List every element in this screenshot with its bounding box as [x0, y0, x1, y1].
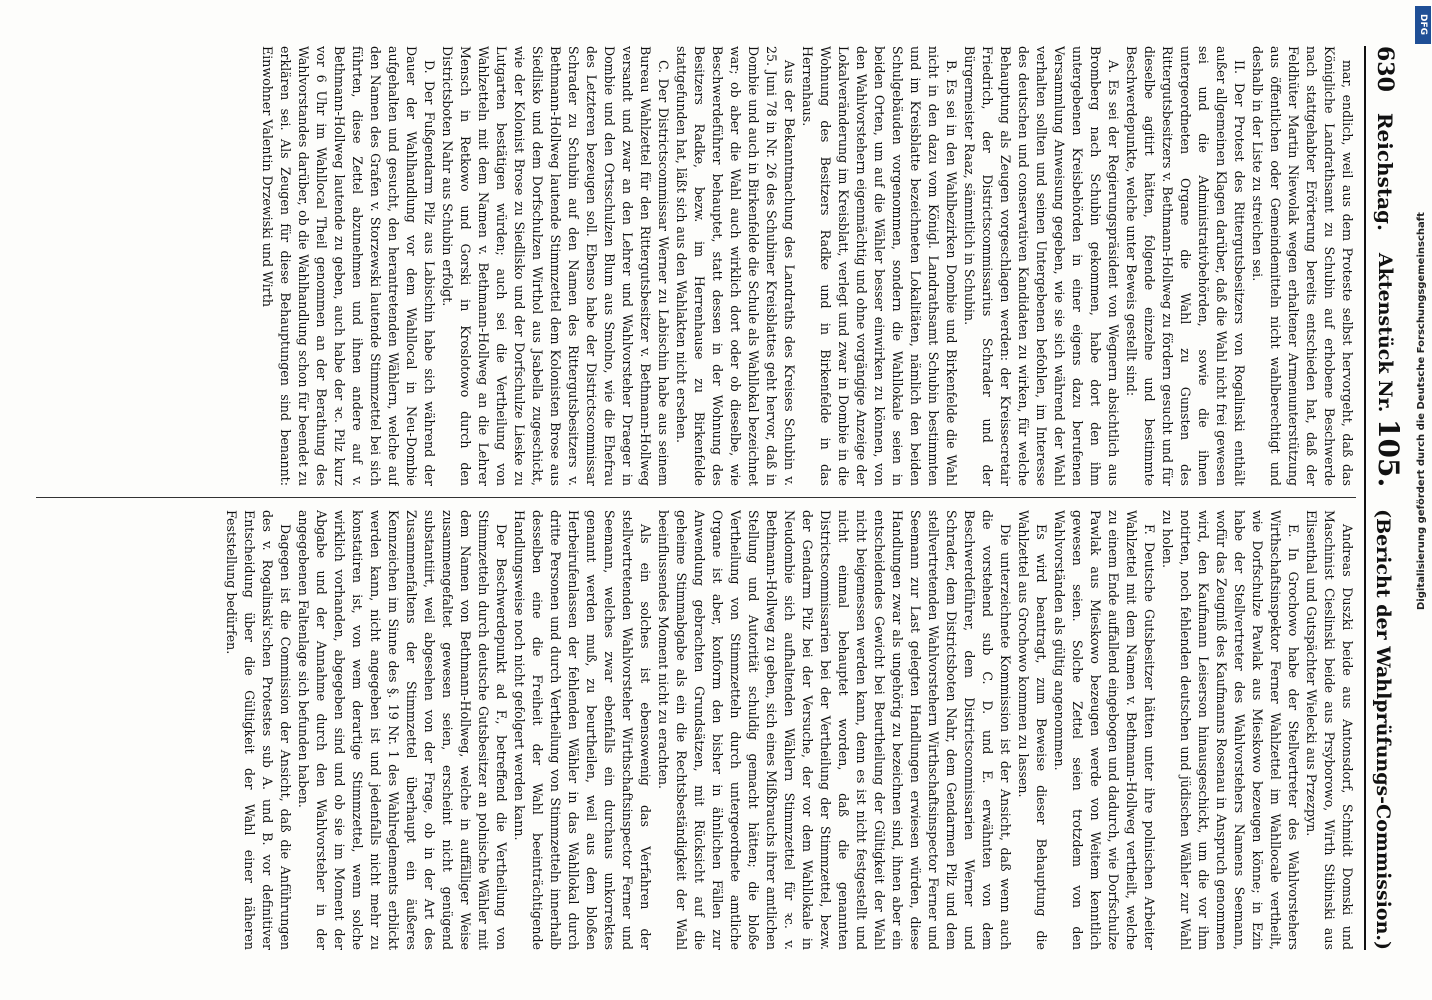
paragraph: Die unterzeichnete Kommission ist der Ansicht, daß wenn auch die vorstehend sub C. D. und E. erwähnten von dem Beschwerdeführer, dem Districtscommissarien Werner und Schrader, dem Districtsboten Nahr, dem Gendarmen Pilz und dem stellvertretenden Wahlvorstehern Wirthschaftsinspector Ferner und Seemann zur Last gelegten Handlungen erwiesen würden, diese Handlungen zwar als ungehörig zu bezeichnen sind, ihnen aber ein entscheidendes Gewicht bei Beurtheilung der Gültigkeit der Wahl nicht beigemessen werden kann, denn es ist nicht festgestellt und nicht einmal behauptet worden, daß die genannten Districtscommissarien bei der Vertheilung der Stimmzettel, bezw. der Gendarm Pilz bei der Versuche, der vor dem Wahllokale in Neudombie sich aufhaltenden Wählern Stimmzettel für ꝛc. v. Bethmann-Hollweg zu geben, sich eines Mißbrauchs ihrer amtlichen Stellung und Autorität schuldig gemacht hätten; die bloße Vertheilung von Stimmzetteln durch untergeordnete amtliche Organe ist aber, konform den bisher in ähnlichen Fällen zur Anwendung gebrachten Grundsätzen, mit Rücksicht auf die geheime Stimmabgabe als ein die Rechtsbeständigkeit der Wahl beeinflussendes Moment nicht zu erachten. — [656, 510, 1013, 950]
paragraph: C. Der Districtscommissar Werner zu Labischin habe aus seinem Bureau Wahlzettel für den Rittergutsbesitzer v. Bethmann-Hollweg versandt und zwar an den Lehrer und Wahlvorsteher Draeger in Dombie und den Ortsschulzen Blum aus Smolno, wie die Ehefrau des Letzteren bezeugen soll. Ebenso habe der Districtscommissar Schrader zu Schubin auf den Namen des Rittergutsbesitzers v. Bethmann-Hollweg lautende Stimmzettel dem Kolonisten Brose aus Siedlisko und dem Dorfschulzen Wirthol aus Jsabella zugeschickt, wie der Kolonist Brose zu Siedlisko und der Dorfschulze Lieske zu Lutgarten bestätigen würden; auch sei die Vertheilung von Wahlzetteln mit dem Namen v. Bethmann-Hollweg an die Lehrer Mensch in Retkowo und Gorski in Kroslotowo durch den Districtsboten Nahr aus Schubin erfolgt. — [440, 46, 671, 486]
paragraph: Der Beschwerdepunkt ad F., betreffend die Vertheilung von Stimmzetteln durch deutsche Gutsbesitzer an polnische Wähler mit dem Namen von Bethmann-Hollweg, welche in auffälliger Weise zusammengefaltet gewesen seien, erscheint nicht genügend substantiirt, weil abgesehen von der Frage, ob in der Art des Zusammenfaltens der Stimmzettel überhaupt ein äußeres Kennzeichen im Sinne des §. 19 Nr. 1 des Wahlreglements erblickt werden kann, nicht angegeben ist und jedenfalls nicht mehr zu konstatiren ist, von wem derartige Stimmzettel, wenn solche wirklich vorhanden, abgegeben sind und ob sie im Moment der Abgabe und der Annahme durch den Wahlvorsteher in der angegebenen Faltenlage sich befunden haben. — [296, 510, 509, 950]
dfg-logo: DFG — [1415, 6, 1431, 44]
paragraph: Dagegen ist die Commission der Ansicht, daß die Anführungen des v. Rogalinski'schen Protestes sub A. und B. vor definitiver Entscheidung über die Gültigkeit der Wahl einer näheren Feststellung bedürfen. — [224, 510, 293, 950]
paragraph: B. Es sei in den Wahlbezirken Dombie und Birkenfelde die Wahl nicht in den dazu vom Königl. Landrathsamt Schubin bestimmten und im Kreisblatte bezeichneten Lokalitäten, nämlich den beiden Schulgebäuden vorgenommen, sondern die Wahllokale seien in beiden Orten, um auf die Wähler besser einwirken zu können, von den Wahlvorstehern eigenmächtig und ohne vorgängige Anzeige der Lokalveränderung im Kreisblatt, verlegt und zwar in Dombie in die Wohnung des Besitzers Radke und in Birkenfelde in das Herrenhaus. — [800, 46, 959, 486]
section-title: (Bericht der Wahlprüfungs-Commission.) — [1372, 509, 1394, 950]
paragraph: E. In Grochowo habe der Stellvertreter des Wahlvorstehers Wirthschaftsinspektor Ferner Wahlzettel im Wahllocale vertheilt, wie Dorfschulze Pawlak aus Mieskowo bezeugen könne; in Ezin habe der Stellvertreter des Wahlvorstehers Namens Seemann, wofür das Zeugniß des Kaufmanns Rosenau in Anspruch genommen wird, den Kaufmann Leiserson hinausgeschickt, um die vor ihm notirten, noch fehlenden deutschen und jüdischen Wähler zur Wahl zu holen. — [1160, 510, 1301, 950]
newspaper-page — [16, 20, 1416, 980]
right-column — [36, 510, 1356, 950]
paragraph: Aus der Bekanntmachung des Landraths des Kreises Schubin v. 25. Juni 78 in Nr. 26 des Schubiner Kreisblattes geht hervor, daß in Dombie und auch in Birkenfelde die Schule als Wahllokal bezeichnet war; ob aber die Wahl auch wirklich dort oder ob dieselbe, wie Beschwerdeführer behauptet, statt dessen in der Wohnung des Besitzers Radke, bezw. im Herrenhause zu Birkenfelde stattgefunden hat, läßt sich aus den Wahlakten nicht ersehen. — [674, 46, 797, 486]
paragraph: Als ein solches ist ebensowenig das Verfahren der stellvertretenden Wahlvorsteher Wirthschaftsinspector Ferner und Seemann, welches zwar ebenfalls ein durchaus unkorrektes genannt werden muß, zu beurtheilen, weil aus dem bloßen Herbeirufenlassen der fehlenden Wähler in das Wahllokal durch dritte Personen und durch Vertheilung von Stimmzetteln innerhalb desselben eine die Freiheit der Wahl beeinträchtigende Handlungsweise noch nicht gefolgert werden kann. — [512, 510, 653, 950]
paragraph: II. Der Protest des Rittergutsbesitzers von Rogalinski enthält außer allgemeinen Klagen darüber, daß die Wahl nicht frei gewesen sei und die Administrativbehörden, sowie die ihnen untergeordneten Organe die Wahl zu Gunsten des Rittergutsbesitzers v. Bethmann-Hollweg zu fördern gesucht und für dieselbe agitirt hätten, folgende einzelne und bestimmte Beschwerdepunkte, welche unter Beweis gestellt sind: — [1124, 46, 1247, 486]
page-number: 630 — [1372, 46, 1398, 92]
digitization-sidebar — [1414, 0, 1432, 1000]
paragraph: Andreas Duszki beide aus Antonsdorf, Schmidt Domski und Maschinist Cieslinski beide aus Prsyborowo, Wirth Stibinski aus Elisenthal und Gutspächter Wielecki aus Przezpyn. — [1304, 510, 1355, 950]
paragraph: A. Es sei der Regierungspräsident von Wegnern absichtlich aus Bromberg nach Schubin gekommen, habe dort den ihm untergebenen Kreisbehörden in einer eigens dazu berufenen Versammlung Anweisung gegeben, wie sie sich während der Wahl verhalten sollten und seinen Untergebenen befohlen, im Interesse des deutschen und conservativen Kandidaten zu wirken, für welche Behauptung als Zeugen vorgeschlagen werden: der Kreissecretair Friedrich, der Districtscommissarius Schrader und der Bürgermeister Raaz, sämmtlich in Schubin. — [962, 46, 1121, 486]
digitization-credit: Digitalisierung gefördert durch die Deutsche Forschungsgemeinschaft — [1416, 212, 1427, 610]
left-column — [36, 46, 1356, 486]
page-header — [1372, 46, 1405, 950]
publication-name: Reichstag. — [1373, 112, 1397, 231]
paragraph: D. Der Fußgendarm Pilz aus Labischin habe sich während der Dauer der Wahlhandlung vor dem Wahllocal in Neu-Dombie aufgehalten und gesucht, den herantretenden Wählern, welche auf den Namen des Grafen v. Storzewski lautende Stimmzettel bei sich führten, diese Zettel abzunehmen und ihnen andere auf v. Bethmann-Hollweg lautende zu geben, auch habe der ꝛc. Pilz kurz vor 6 Uhr im Wahllocal Theil genommen an der Berathung des Wahlvorstandes darüber, ob die Wahlhandlung schon für beendet zu erklären sei. Als Zeugen für diese Behauptungen sind benannt: Einwohner Valentin Drzewiski und Wirth — [260, 46, 437, 486]
header-rule — [1364, 46, 1366, 950]
paragraph: mar, endlich, weil aus dem Proteste selbst hervorgeht, daß das Königliche Landrathsamt zu Schubin auf erhobene Beschwerde nach stattgehabter Erörterung bereits entschieden hat, daß der Feldhüter Martin Niewolak wegen erhaltener Armenunterstützung aus öffentlichen oder Gemeindemitteln nicht wahlberechtigt und deshalb in der Liste zu streichen sei. — [1250, 46, 1355, 486]
paragraph: Es wird beantragt, zum Beweise dieser Behauptung die Wahlzettel aus Grochowo kommen zu lassen. — [1016, 510, 1049, 950]
paragraph: F. Deutsche Gutsbesitzer hätten unter ihre polnischen Arbeiter Wahlzettel mit dem Namen v. Bethmann-Hollweg vertheilt, welche zu einem Ende auffallend eingebogen und dadurch, wie Dorfschulze Pawlak aus Mieskowo bezeugen werde von Weitem kenntlich gewesen seien. Solche Zettel seien trotzdem von den Wahlvorständen als gültig angenommen. — [1052, 510, 1157, 950]
column-divider — [36, 497, 1356, 498]
section-prefix: Aktenstück Nr. — [1374, 252, 1396, 413]
rotated-page-frame — [16, 20, 1416, 980]
section-number: 105. — [1372, 419, 1405, 488]
